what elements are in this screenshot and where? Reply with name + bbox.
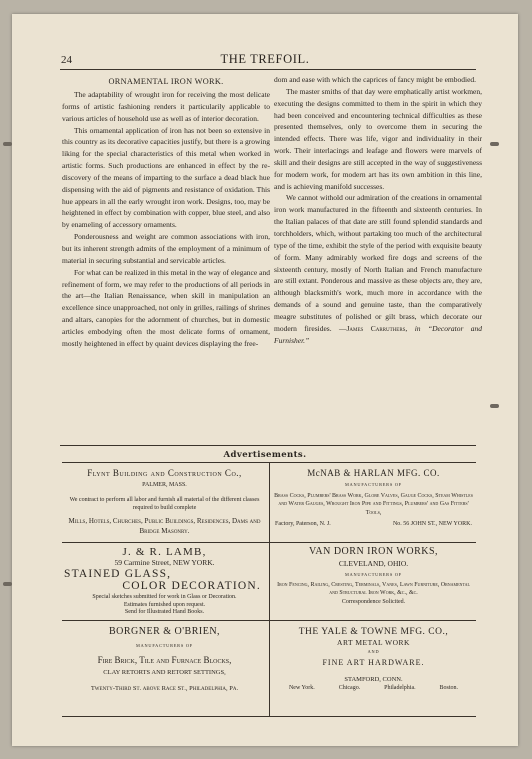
- article-paragraph: The adaptability of wrought iron for receiving the most delicate forms of artistic fashioning renders it particularily applicable to various articles of household use as well as of interior decoration.: [62, 90, 270, 123]
- ad-address: 59 Carmine Street, NEW YORK.: [114, 558, 215, 567]
- ad-headline: COLOR DECORATION.: [122, 580, 261, 592]
- ad-text: Special sketches submitted for work in Glass or Decoration.: [92, 594, 237, 600]
- article-paragraph-last: [274, 192, 482, 346]
- ad-products: CLAY RETORTS AND RETORT SETTINGS,: [103, 668, 226, 676]
- ad-headline: STAINED GLASS,: [64, 568, 172, 580]
- page-number: 24: [61, 54, 72, 66]
- attribution-source: “Decorator and Furnisher.”: [274, 323, 483, 345]
- ads-row-divider: [62, 542, 476, 543]
- ad-manufacturers-label: MANUFACTURERS OF: [344, 482, 402, 487]
- ad-city-item: Chicago.: [338, 685, 361, 692]
- journal-title: THE TREFOIL.: [220, 52, 310, 66]
- advertisements-grid: [62, 462, 476, 716]
- ad-address: Twenty-Third St. above Race St., Philadelphia, Pa.: [90, 684, 239, 692]
- ad-city-item: Boston.: [439, 685, 459, 692]
- ad-products: Iron Fencing, Railing, Cresting, Terminals, Vanes, Lawn Furniture, Ornamental and Structural Iron Work, &c., &c.: [277, 581, 470, 597]
- ad-company-name: Flynt Building and Construction Co.,: [87, 468, 242, 478]
- ad-manufacturers-label: MANUFACTURERS OF: [135, 643, 193, 648]
- ads-bottom-rule: [62, 716, 476, 717]
- ad-text: Send for Illustrated Hand Books.: [124, 609, 205, 615]
- book-page: [12, 14, 518, 746]
- article-paragraph: This ornamental application of iron has not been so extensive in this country as its decorative capacities justify, but there is a growing liking for the special characteristics of this metal when worked in artistic forms. Such productions are enhanced in effect by the re-discovery of the means of imparting to the surface a dead black hue dispensing with the aid of pigments and resistance of oxidation. This hue appears in all the early wrought iron work. Designs, too, may be heightened in effect by combination with copper, blue steel, and also by enameling of accessory ornaments.: [62, 125, 270, 230]
- ad-company-name: J. & R. LAMB,: [122, 546, 207, 558]
- ad-company-name: VAN DORN IRON WORKS,: [308, 546, 439, 557]
- article-paragraph-continued: dom and ease with which the caprices of fancy might be embodied.: [274, 75, 477, 84]
- ad-text: Estimates furnished upon request.: [123, 601, 206, 608]
- binding-hole: [490, 404, 499, 408]
- ad-yale: [271, 626, 476, 693]
- advertisements-heading: Advertisements.: [223, 450, 307, 460]
- ad-factory: Factory, Paterson, N. J.: [275, 521, 331, 528]
- ad-and: AND: [367, 649, 380, 654]
- article-title: ORNAMENTAL IRON WORK.: [108, 77, 224, 86]
- ad-city-list: [271, 684, 476, 693]
- ad-manufacturers-label: MANUFACTURERS OF: [344, 572, 402, 577]
- ad-vandorn: [271, 546, 476, 606]
- article-paragraph: The master smiths of that day were emphatically artist workmen, executing the designs committed to them in the spirit in which they had been conceived and encountering technical difficulties as these presented themselves, only to overcome them in securing the intended effects. There was life, vigor and individuality in their work. Their interlacings and leafage and flowers were marvels of skill and their designs are still accepted in the way of suggestiveness for modern work, for modern art has its own ambition in this line, and is achieving manifold successes.: [274, 86, 482, 191]
- article-right-column: [274, 74, 482, 346]
- ad-list: Mills, Hotels, Churches, Public Buildings, Residences, Dams and Bridge Masonry.: [68, 516, 261, 535]
- article-paragraph: Ponderousness and weight are common associations with iron, but its inherent strength admits of the employment of a minimum of material in securing substantial and servicable articles.: [62, 232, 270, 265]
- binding-hole: [3, 142, 12, 146]
- ad-footer: [271, 520, 476, 529]
- ad-headline: FINE ART HARDWARE.: [322, 657, 425, 667]
- ad-company-name: THE YALE & TOWNE MFG. CO.,: [298, 627, 449, 637]
- ad-products: Brass Cocks, Plumbers' Brass Work, Globe Valves, Gauge Cocks, Steam Whistles and Water Gauges, Wrought Iron Pipe and Fittings, Plumbers' and Gas Fitters' Tools,: [274, 492, 473, 516]
- binding-hole: [3, 582, 12, 586]
- article-paragraph: For what can be realized in this metal in the way of elegance and refinement of form, we may refer to the productions of all periods in the art—the Italian Renaissance, when skill in manipulation an excellence since unapproached, not only in grilles, railings of shrines and altars, canopies for the adornment of churches, but in domestic articles embodying often the most delicate forms of ornament, mostly heightened in effect by quaint devices displaying the free-: [62, 267, 270, 348]
- ad-city: STAMFORD, CONN.: [344, 675, 403, 683]
- ad-products: Fire Brick, Tile and Furnace Blocks,: [97, 654, 232, 665]
- ad-headline: ART METAL WORK: [337, 638, 410, 647]
- ad-mcnab: [271, 467, 476, 529]
- ad-lamb: [62, 546, 267, 617]
- header-rule: [60, 69, 476, 70]
- ad-city-item: Philadelphia.: [384, 685, 416, 692]
- ad-city: PALMER, MASS.: [142, 482, 187, 488]
- ads-row-divider: [62, 620, 476, 621]
- ad-address: No. 56 JOHN ST., NEW YORK.: [392, 521, 472, 528]
- article-text: We cannot withold our admiration of the creations in ornamental iron work manufactured in the fifteenth and sixteenth centuries. In the Italian palaces of that date are still found splendid standards and torchholders, which, without partaking too much of the architectural type of the time, exhibit the style of the period with exquisite beauty of form. Many admirably worked fire dogs and screens of the sixteenth century, mostly of North Italian and French manufacture are still extant. Ponderous and massive as these objects are, they are, although blacksmith's work, much more in accordance with the demands of a sound and genuine taste, than the comparatively meagre substitutes of polished or gilt brass, which decorate our modern firesides.: [274, 193, 482, 333]
- ad-company-name: McNAB & HARLAN MFG. CO.: [307, 468, 440, 478]
- ad-text: We contract to perform all labor and furnish all material of the different classes required to build complete: [69, 496, 260, 512]
- ad-text: Correspondence Solicited.: [341, 598, 406, 605]
- ad-borgner: [62, 626, 267, 693]
- running-head: [12, 52, 518, 68]
- article-left-column: [62, 76, 270, 350]
- attribution-author: —James Carruthers,: [339, 323, 408, 333]
- binding-hole: [490, 142, 499, 146]
- ad-city-item: New York.: [288, 685, 315, 692]
- section-rule: [60, 445, 476, 446]
- ads-column-divider: [269, 462, 270, 716]
- ad-flynt: [62, 467, 267, 536]
- ad-city: CLEVELAND, OHIO.: [338, 559, 409, 568]
- attribution-in: in: [414, 323, 421, 333]
- ad-company-name: BORGNER & O'BRIEN,: [108, 626, 221, 637]
